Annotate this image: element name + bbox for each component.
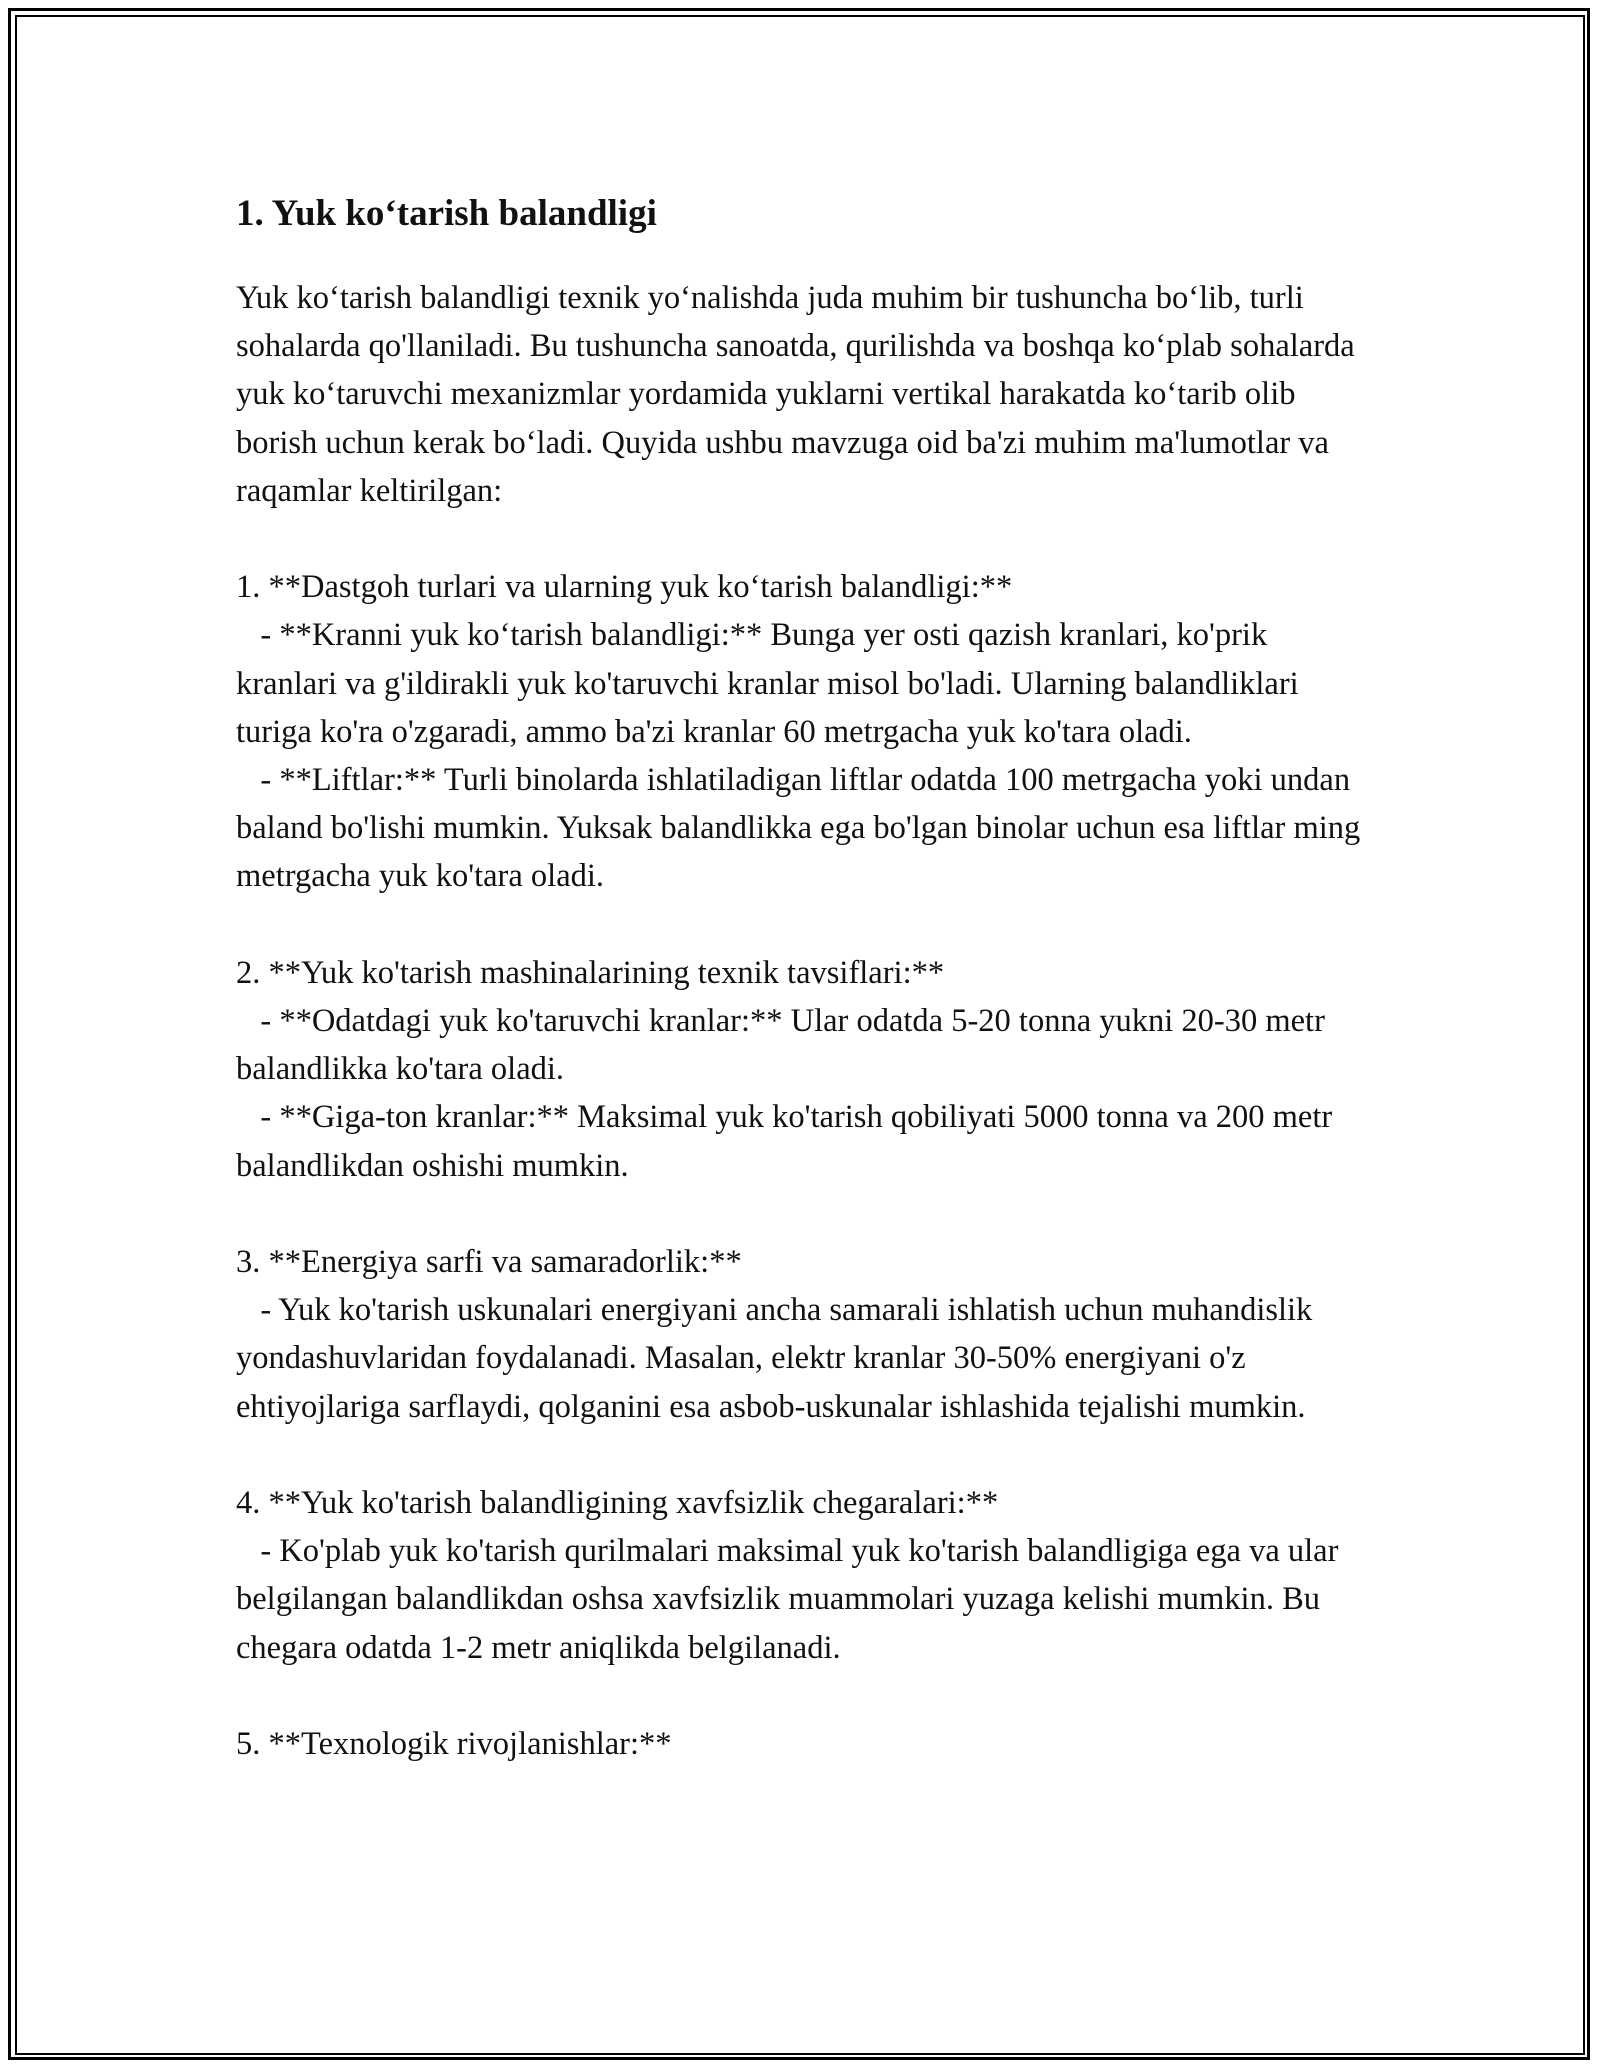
- section-2: [236, 949, 1366, 1190]
- list-item: - **Liftlar:** Turli binolarda ishlatiladigan liftlar odatda 100 metrgacha yoki undan baland bo'lishi mumkin. Yuksak balandlikka ega bo'lgan binolar uchun esa liftlar ming metrgacha yuk ko'tara oladi.: [236, 762, 1369, 895]
- section-title: 3. **Energiya sarfi va samaradorlik:**: [236, 1244, 742, 1281]
- list-item: - Ko'plab yuk ko'tarish qurilmalari maksimal yuk ko'tarish balandligiga ega va ular belgilangan balandlikdan oshsa xavfsizlik muammolari yuzaga kelishi mumkin. Bu chegara odatda 1-2 metr aniqlikda belgilanadi.: [236, 1533, 1347, 1666]
- paragraph-gap: [236, 1431, 1366, 1479]
- intro-paragraph: Yuk ko‘tarish balandligi texnik yo‘nalishda juda muhim bir tushuncha bo‘lib, turli sohalarda qo'llaniladi. Bu tushuncha sanoatda, qurilishda va boshqa ko‘plab sohalarda yuk ko‘taruvchi mexanizmlar yordamida yuklarni vertikal harakatda ko‘tarib olib borish uchun kerak bo‘ladi. Quyida ushbu mavzuga oid ba'zi muhim ma'lumotlar va raqamlar keltirilgan:: [236, 280, 1363, 509]
- section-1: [236, 563, 1369, 900]
- section-title: 2. **Yuk ko'tarish mashinalarining texnik tavsiflari:**: [236, 954, 945, 991]
- paragraph-gap: [236, 1190, 1366, 1238]
- section-4: [236, 1479, 1366, 1672]
- document-heading: 1. Yuk ko‘tarish balandligi: [236, 193, 657, 234]
- list-item: - **Giga-ton kranlar:** Maksimal yuk ko'tarish qobiliyati 5000 tonna va 200 metr balandlikdan oshishi mumkin.: [236, 1099, 1341, 1184]
- list-item: - **Kranni yuk ko‘tarish balandligi:** Bunga yer osti qazish kranlari, ko'prik kranlari va g'ildirakli yuk ko'taruvchi kranlar misol bo'ladi. Ularning balandliklari turiga ko'ra o'zgaradi, ammo ba'zi kranlar 60 metrgacha yuk ko'tara oladi.: [236, 617, 1307, 750]
- section-title: 4. **Yuk ko'tarish balandligining xavfsizlik chegaralari:**: [236, 1485, 999, 1522]
- document-body: [236, 186, 1369, 1768]
- paragraph-gap: [236, 901, 1366, 949]
- list-item: - **Odatdagi yuk ko'taruvchi kranlar:** Ular odatda 5-20 tonna yukni 20-30 metr balandlikka ko'tara oladi.: [236, 1003, 1334, 1088]
- section-5: [236, 1720, 1366, 1768]
- paragraph-gap: [236, 515, 1366, 563]
- paragraph-gap: [236, 1672, 1366, 1720]
- list-item: - Yuk ko'tarish uskunalari energiyani ancha samarali ishlatish uchun muhandislik yondashuvlaridan foydalanadi. Masalan, elektr kranlar 30-50% energiyani o'z ehtiyojlariga sarflaydi, qolganini esa asbob-uskunalar ishlashida tejalishi mumkin.: [236, 1292, 1321, 1425]
- section-3: [236, 1238, 1366, 1431]
- section-title: 1. **Dastgoh turlari va ularning yuk ko‘tarish balandligi:**: [236, 569, 1013, 606]
- section-title: 5. **Texnologik rivojlanishlar:**: [236, 1726, 672, 1763]
